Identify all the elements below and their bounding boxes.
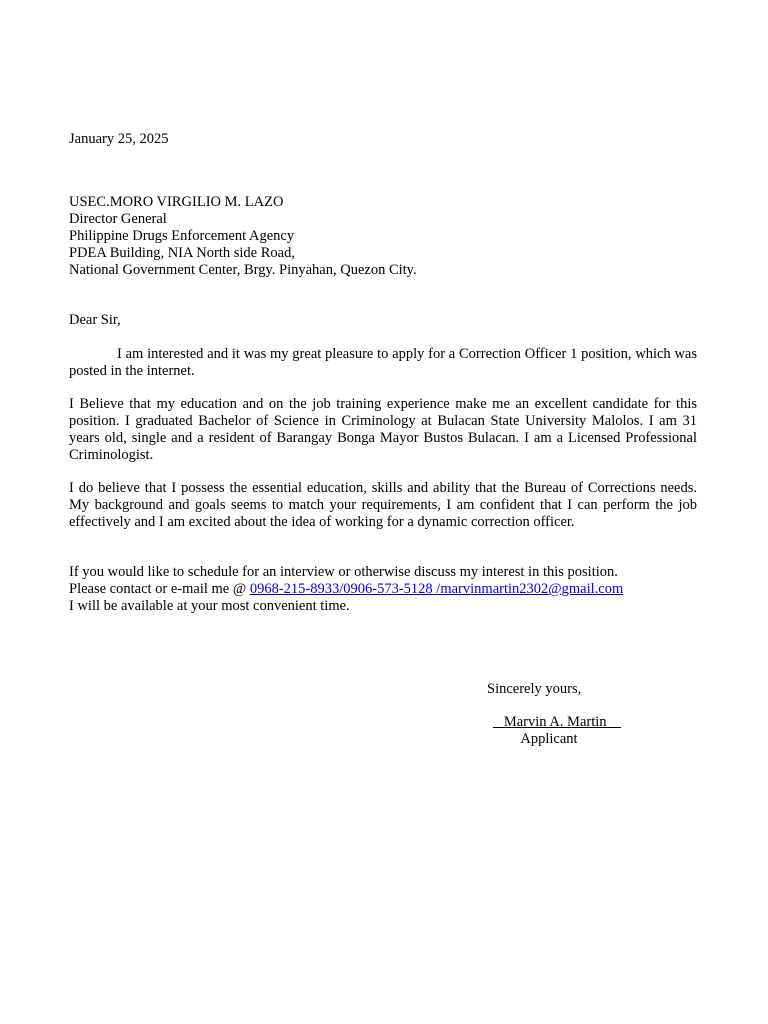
signature-title: Applicant <box>520 731 578 747</box>
body-paragraph-3: I do believe that I possess the essential education, skills and ability that the Bureau of Corrections needs. My background and goals seems to match your requirements, I am confident that I can perform the job effectively and I am excited about the idea of working for a dynamic correction officer. <box>69 480 697 530</box>
contact-line-2-prefix: Please contact or e-mail me @ <box>69 581 250 597</box>
recipient-address-block <box>69 194 697 279</box>
signature-name: Marvin A. Martin <box>492 714 622 730</box>
closing <box>487 681 581 698</box>
recipient-address-line2: National Government Center, Brgy. Pinyahan, Quezon City. <box>69 262 417 278</box>
body-paragraph-2: I Believe that my education and on the job training experience make me an excellent candidate for this position. I graduated Bachelor of Science in Criminology at Bulacan State University Malolos. I am 31 years old, single and a resident of Barangay Bonga Mayor Bustos Bulacan. I am a Licensed Professional Criminologist. <box>69 396 697 463</box>
date-text: January 25, 2025 <box>69 131 169 147</box>
recipient-agency: Philippine Drugs Enforcement Agency <box>69 228 295 244</box>
contact-link[interactable]: 0968-215-8933/0906-573-5128 /marvinmartin2302@gmail.com <box>249 581 624 597</box>
contact-line-1: If you would like to schedule for an interview or otherwise discuss my interest in this position. <box>69 564 618 580</box>
contact-line-3: I will be available at your most convenient time. <box>69 598 350 614</box>
body-paragraph-1: I am interested and it was my great pleasure to apply for a Correction Officer 1 position, which was posted in the internet. <box>69 346 697 379</box>
closing-text: Sincerely yours, <box>487 681 582 697</box>
salutation-text: Dear Sir, <box>69 312 121 328</box>
letter-date <box>69 131 697 148</box>
recipient-address-line1: PDEA Building, NIA North side Road, <box>69 245 295 261</box>
contact-line-2 <box>69 581 697 598</box>
recipient-name: USEC.MORO VIRGILIO M. LAZO <box>69 194 284 210</box>
salutation <box>69 312 697 329</box>
recipient-title: Director General <box>69 211 167 227</box>
contact-paragraph <box>69 564 697 615</box>
